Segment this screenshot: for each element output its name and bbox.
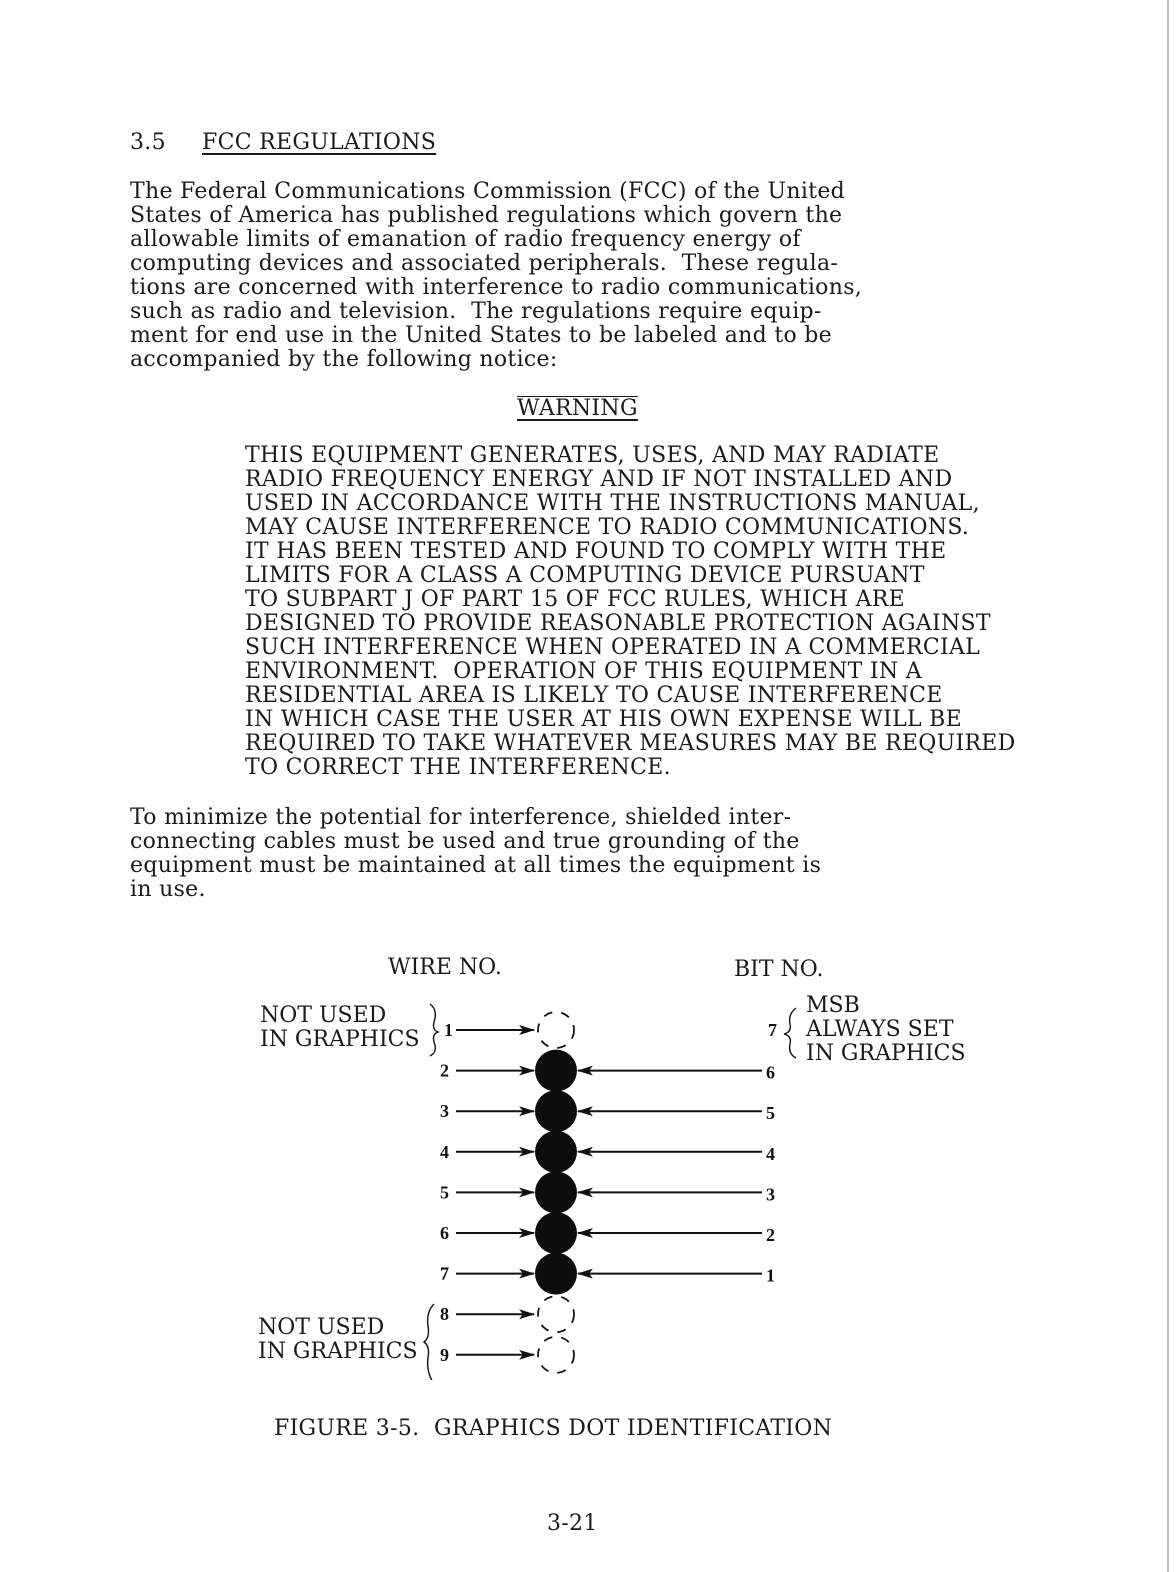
bit-number-6: 2 bbox=[766, 1225, 775, 1245]
wire-number-2: 2 bbox=[440, 1060, 449, 1081]
wire-number-1: 1 bbox=[444, 1020, 453, 1040]
dot-unused-1 bbox=[538, 1012, 574, 1048]
top-note-line-2: IN GRAPHICS bbox=[260, 1027, 420, 1052]
wire-number-3: 3 bbox=[440, 1101, 449, 1122]
top-note-line-1: NOT USED bbox=[260, 1003, 387, 1028]
graphics-dot-diagram bbox=[0, 940, 1176, 1380]
dot-filled-7 bbox=[535, 1253, 577, 1295]
dot-filled-3 bbox=[535, 1090, 577, 1132]
dot-filled-4 bbox=[535, 1131, 577, 1173]
msb-note-brace bbox=[784, 1008, 796, 1058]
warning-heading: WARNING bbox=[517, 396, 638, 421]
dot-filled-2 bbox=[535, 1050, 577, 1092]
wire-number-9: 9 bbox=[440, 1344, 449, 1365]
warning-text: THIS EQUIPMENT GENERATES, USES, AND MAY RADIATE RADIO FREQUENCY ENERGY AND IF NOT INSTALLED AND USED IN ACCORDANCE WITH THE INSTRUCTIONS MANUAL, MAY CAUSE INTERFERENCE TO RADIO COMMUNICATIONS. IT HAS BEEN TESTED AND FOUND TO COMPLY WITH THE LIMITS FOR A CLASS A COMPUTING DEVICE PURSUANT TO SUBPART J OF PART 15 OF FCC RULES, WHICH ARE DESIGNED TO PROVIDE REASONABLE PROTECTION AGAINST SUCH INTERFERENCE WHEN OPERATED IN A COMMERCIAL ENVIRONMENT. OPERATION OF THIS EQUIPMENT IN A RESIDENTIAL AREA IS LIKELY TO CAUSE INTERFERENCE IN WHICH CASE THE USER AT HIS OWN EXPENSE WILL BE REQUIRED TO TAKE WHATEVER MEASURES MAY BE REQUIRED TO CORRECT THE INTERFERENCE. bbox=[245, 443, 1016, 780]
dot-unused-8 bbox=[538, 1296, 574, 1332]
bit-number-4: 4 bbox=[766, 1143, 775, 1164]
wire-number-4: 4 bbox=[440, 1141, 449, 1162]
bit-number-5: 3 bbox=[766, 1184, 775, 1205]
intro-paragraph: The Federal Communications Commission (FCC) of the United States of America has published regulations which govern the allowable limits of emanation of radio frequency energy of computing devices and associated peripherals. These regula- tions are concerned with interference to radio communications, such as radio and television. The regulations require equip- ment for end use in the United States to be labeled and to be accompanied by the following notice: bbox=[130, 179, 863, 372]
wire-number-header: WIRE NO. bbox=[388, 955, 502, 980]
msb-note-line-3: IN GRAPHICS bbox=[806, 1041, 966, 1066]
bottom-note-brace bbox=[424, 1304, 434, 1380]
wire-number-8: 8 bbox=[440, 1304, 449, 1325]
bit-number-7: 1 bbox=[766, 1265, 775, 1286]
wire-number-5: 5 bbox=[440, 1182, 449, 1203]
closing-paragraph: To minimize the potential for interference, shielded inter- connecting cables must be used and true grounding of the equipment must be maintained at all times the equipment is in use. bbox=[130, 805, 822, 902]
dot-filled-6 bbox=[535, 1212, 577, 1254]
dot-unused-9 bbox=[538, 1337, 574, 1373]
bottom-note-line-1: NOT USED bbox=[258, 1315, 385, 1340]
bit-number-2: 6 bbox=[766, 1062, 775, 1083]
wire-number-7: 7 bbox=[440, 1263, 449, 1284]
section-heading bbox=[130, 131, 436, 155]
msb-note-line-2: ALWAYS SET bbox=[806, 1017, 954, 1042]
msb-note-line-1: MSB bbox=[806, 993, 860, 1018]
bottom-note-line-2: IN GRAPHICS bbox=[258, 1339, 418, 1364]
section-title: FCC REGULATIONS bbox=[202, 130, 437, 155]
bit-number-header: BIT NO. bbox=[734, 957, 824, 982]
dot-filled-5 bbox=[535, 1171, 577, 1213]
section-number: 3.5 bbox=[130, 130, 166, 155]
top-note-brace bbox=[430, 1004, 438, 1056]
figure-caption: FIGURE 3-5. GRAPHICS DOT IDENTIFICATION bbox=[274, 1416, 833, 1441]
wire-number-6: 6 bbox=[440, 1223, 449, 1243]
page-number: 3-21 bbox=[547, 1511, 598, 1536]
wires-layer bbox=[440, 1012, 777, 1373]
bit-number-3: 5 bbox=[766, 1103, 775, 1124]
bit-number-1: 7 bbox=[768, 1020, 777, 1040]
